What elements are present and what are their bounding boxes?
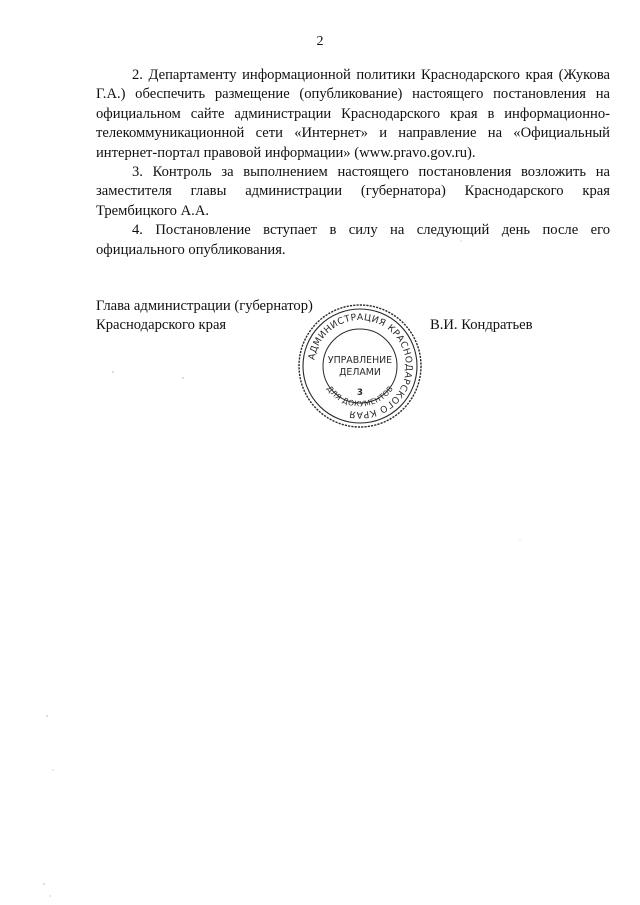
seal-number: 3 xyxy=(357,388,363,398)
signatory-title-line1: Глава администрации (губернатор) xyxy=(96,298,313,314)
signatory-name: В.И. Кондратьев xyxy=(430,317,533,333)
official-seal-stamp xyxy=(297,303,423,429)
document-body xyxy=(96,66,610,260)
paragraph-3: 3. Контроль за выполнением настоящего постановления возложить на заместителя главы администрации (губернатора) Краснодарского края Трембицкого А.А. xyxy=(96,164,610,219)
signatory-title-line2: Краснодарского края xyxy=(96,317,227,333)
seal-bottom-text: ДЛЯ ДОКУМЕНТОВ xyxy=(324,384,396,409)
paragraph-4: 4. Постановление вступает в силу на следующий день после его официального опубликования. xyxy=(96,222,610,258)
page-number: 2 xyxy=(316,34,324,49)
seal-graphic xyxy=(297,303,423,429)
seal-ring-text: АДМИНИСТРАЦИЯ КРАСНОДАРСКОГО КРАЯ xyxy=(306,311,415,421)
seal-center-line1: УПРАВЛЕНИЕ xyxy=(327,355,393,366)
paragraph-2: 2. Департаменту информационной политики Краснодарского края (Жукова Г.А.) обеспечить размещение (опубликование) настоящего постановления на официальном сайте администрации Краснодарского края в информационно-телекоммуникационной сети «Интернет» и направление на «Официальный интернет-портал правовой информации» (www.pravo.gov.ru). xyxy=(96,67,610,161)
seal-center-line2: ДЕЛАМИ xyxy=(339,367,381,378)
